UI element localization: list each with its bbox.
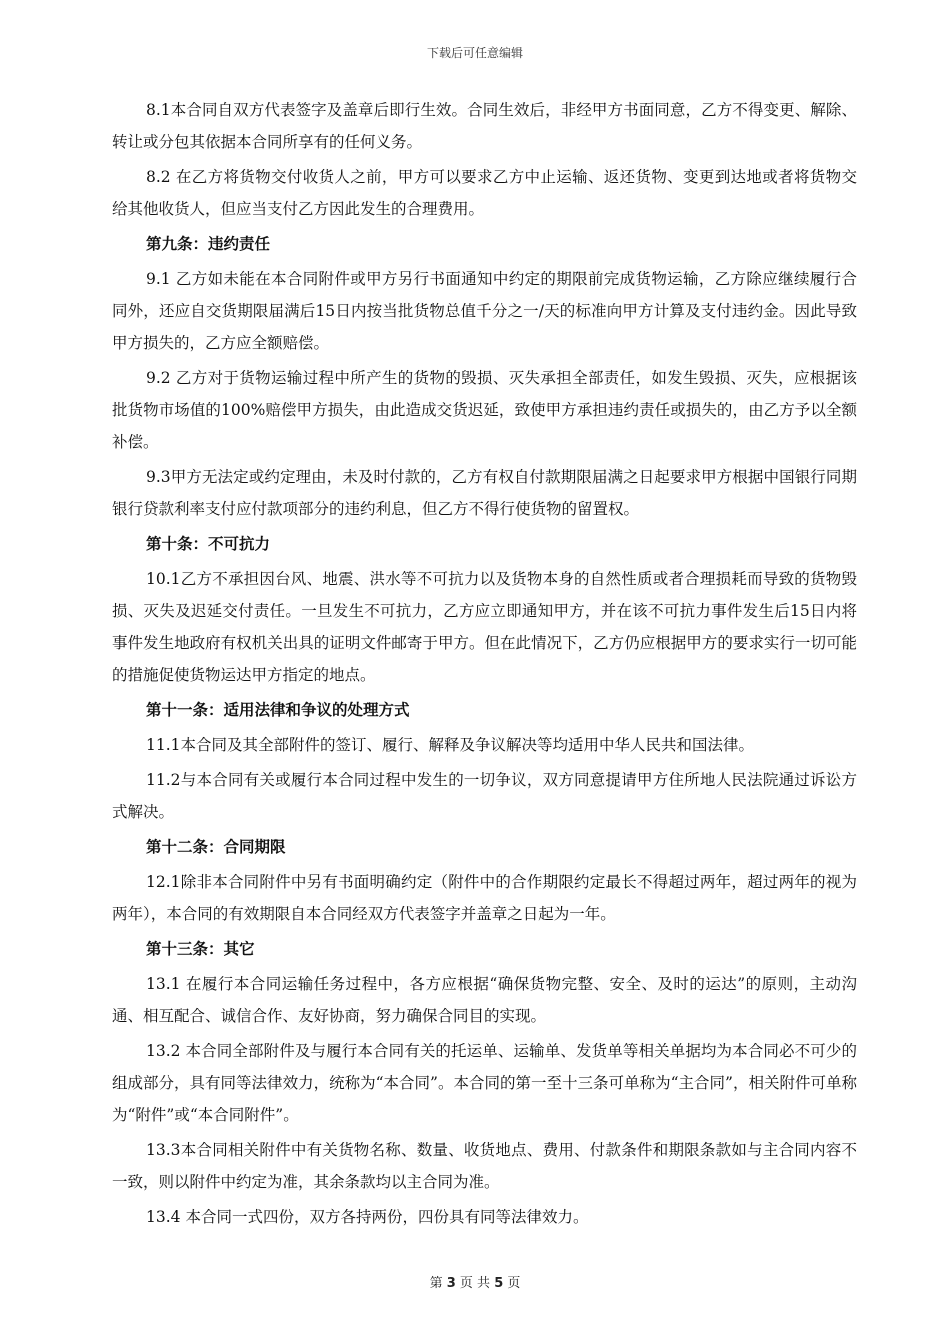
- clause-8-2: 8.2 在乙方将货物交付收货人之前，甲方可以要求乙方中止运输、返还货物、变更到达地或者将货物交给其他收货人，但应当支付乙方因此发生的合理费用。: [112, 168, 857, 218]
- clause-8-1: 8.1本合同自双方代表签字及盖章后即行生效。合同生效后，非经甲方书面同意，乙方不得变更、解除、转让或分包其依据本合同所享有的任何义务。: [112, 101, 857, 151]
- total-page-number: 5: [494, 1276, 504, 1291]
- clause-9-3: 9.3甲方无法定或约定理由，未及时付款的，乙方有权自付款期限届满之日起要求甲方根据中国银行同期银行贷款利率支付应付款项部分的违约利息，但乙方不得行使货物的留置权。: [112, 468, 857, 518]
- clause-13-3: 13.3本合同相关附件中有关货物名称、数量、收货地点、费用、付款条件和期限条款如与主合同内容不一致，则以附件中约定为准，其余条款均以主合同为准。: [112, 1141, 857, 1191]
- current-page-number: 3: [446, 1276, 456, 1291]
- clause-13-2: 13.2 本合同全部附件及与履行本合同有关的托运单、运输单、发货单等相关单据均为本合同必不可少的组成部分，具有同等法律效力，统称为“本合同”。本合同的第一至十三条可单称为“主合同”，相关附件可单称为“附件”或“本合同附件”。: [112, 1042, 857, 1124]
- document-body: [112, 94, 857, 1236]
- article-13-heading: 第十三条：其它: [146, 940, 255, 958]
- article-12-heading: 第十二条：合同期限: [146, 838, 286, 856]
- clause-13-4: 13.4 本合同一式四份，双方各持两份，四份具有同等法律效力。: [146, 1208, 589, 1226]
- footer-middle: 页 共: [459, 1276, 491, 1291]
- clause-12-1: 12.1除非本合同附件中另有书面明确约定（附件中的合作期限约定最长不得超过两年，超过两年的视为两年），本合同的有效期限自本合同经双方代表签字并盖章之日起为一年。: [112, 873, 857, 923]
- clause-13-1: 13.1 在履行本合同运输任务过程中，各方应根据“确保货物完整、安全、及时的运达”的原则，主动沟通、相互配合、诚信合作、友好协商，努力确保合同目的实现。: [112, 975, 857, 1025]
- page-header: 下载后可任意编辑: [426, 46, 523, 60]
- page-footer: [0, 1272, 950, 1291]
- footer-suffix: 页: [507, 1276, 521, 1291]
- clause-11-1: 11.1本合同及其全部附件的签订、履行、解释及争议解决等均适用中华人民共和国法律。: [146, 736, 755, 754]
- article-9-heading: 第九条：违约责任: [146, 235, 271, 253]
- article-10-heading: 第十条：不可抗力: [146, 535, 271, 553]
- clause-10-1: 10.1乙方不承担因台风、地震、洪水等不可抗力以及货物本身的自然性质或者合理损耗而导致的货物毁损、灭失及迟延交付责任。一旦发生不可抗力，乙方应立即通知甲方，并在该不可抗力事件发生后15日内将事件发生地政府有权机关出具的证明文件邮寄于甲方。但在此情况下，乙方仍应根据甲方的要求实行一切可能的措施促使货物运达甲方指定的地点。: [112, 570, 857, 684]
- clause-9-1: 9.1 乙方如未能在本合同附件或甲方另行书面通知中约定的期限前完成货物运输，乙方除应继续履行合同外，还应自交货期限届满后15日内按当批货物总值千分之一/天的标准向甲方计算及支付违约金。因此导致甲方损失的，乙方应全额赔偿。: [112, 270, 857, 352]
- clause-9-2: 9.2 乙方对于货物运输过程中所产生的货物的毁损、灭失承担全部责任，如发生毁损、灭失，应根据该批货物市场值的100%赔偿甲方损失，由此造成交货迟延，致使甲方承担违约责任或损失的，由乙方予以全额补偿。: [112, 369, 857, 451]
- article-11-heading: 第十一条：适用法律和争议的处理方式: [146, 701, 410, 719]
- footer-prefix: 第: [429, 1276, 443, 1291]
- clause-11-2: 11.2与本合同有关或履行本合同过程中发生的一切争议，双方同意提请甲方住所地人民法院通过诉讼方式解决。: [112, 771, 857, 821]
